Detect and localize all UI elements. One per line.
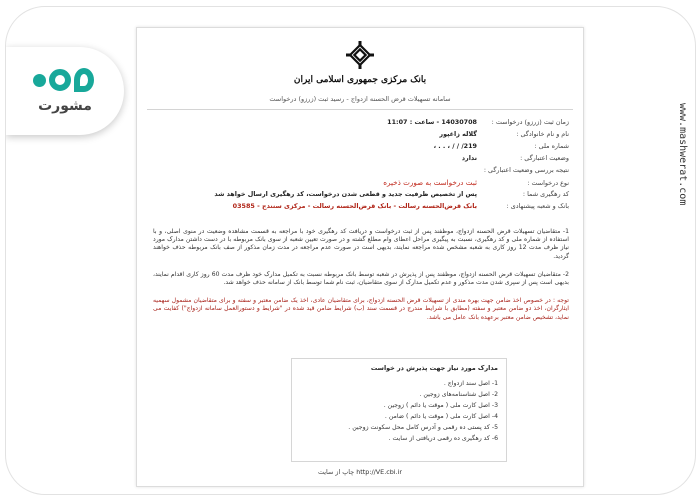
field-label: وضعیت اعتبارگی : — [520, 154, 569, 162]
footer-prefix: چاپ از سایت — [317, 468, 355, 476]
field-value: 14030708 - ساعت : 11:07 — [387, 118, 477, 126]
note-follow-up: 1- متقاضیان تسهیلات قرض الحسنه ازدواج، موظفند پس از ثبت درخواست و دریافت کد رهگیری خود با مراجعه به قسمت مشاهده وضعیت در منوی اصلی، و با استفاده از شماره ملی و کد رهگیری، نسبت به پیگیری مراحل اعطای وام مطلع گشته و در صورت تعیین شعبه از سوی بانک مربوطه با در دست داشتن مدارک مورد نیاز ظرف مدت 12 روز کاری به شعبه مشخص شده مراجعه نمایند، بدیهی است در صورت عدم مراجعه در مدت زمان مذکور از صف بانک مربوطه حذف خواهند گردید. — [153, 228, 569, 260]
field-registration-time — [137, 118, 583, 130]
document-header — [137, 28, 583, 103]
system-title: سامانه تسهیلات قرض الحسنه ازدواج - رسید ثبت (زرزو) درخواست — [269, 95, 451, 103]
field-tracking-code — [137, 190, 583, 202]
field-label: کد رهگیری شما : — [522, 190, 569, 198]
field-value: پس از تخصیص ظرفیت جدید و قطعی شدن درخواست، کد رهگیری ارسال خواهد شد — [214, 190, 477, 198]
note-document-deadline: 2- متقاضیان تسهیلات قرض الحسنه ازدواج، موظفند پس از پذیرش در شعبه توسط بانک مربوطه نسبت به تکمیل مدارک خود ظرف مدت 60 روز کاری اقدام نمایند، بدیهی است پس از سپری شدن مدت مذکور و عدم تکمیل مدارک از سوی متقاضیان، ثبت نام شما توسط بانک از سامانه حذف خواهد شد. — [153, 270, 570, 287]
list-item: 2- اصل شناسنامه‌های زوجین . — [419, 391, 498, 398]
required-documents-box — [291, 358, 507, 462]
field-value: بانک قرض‌الحسنه رسالت - بانک قرض‌الحسنه رسالت - مرکزی سنندج - 03585 — [232, 202, 477, 210]
divider — [147, 109, 573, 110]
field-national-id — [137, 142, 583, 154]
receipt-fields — [137, 118, 583, 214]
print-footer — [137, 468, 583, 476]
brand-logo[interactable] — [6, 47, 124, 135]
field-credit-review-result — [137, 166, 583, 178]
field-value: ندارد — [461, 154, 477, 162]
field-label: بانک و شعبه پیشنهادی : — [506, 202, 569, 210]
list-item: 6- کد رهگیری ده رقمی دریافتی از سایت . — [388, 435, 498, 442]
logo-mark — [33, 68, 94, 92]
field-full-name — [137, 130, 583, 142]
list-item: 4- اصل کارت ملی ( موقت یا دائم ) ضامن . — [384, 413, 498, 420]
field-label: شماره ملی : — [534, 142, 569, 150]
field-value: گلاله زاغپور — [439, 130, 477, 138]
field-label: زمان ثبت (زرزو) درخواست : — [491, 118, 569, 126]
note-guarantor-warning: توجه : در خصوص اخذ ضامن جهت بهره مندی از تسهیلات قرض الحسنه ازدواج، برای متقاضیان عادی، اخذ یک ضامن معتبر و سفته و برای متقاضیان مشمول سهمیه ایثارگران، اخذ دو ضامن معتبر و سفته (مطابق با شرایط مندرج در قسمت سند (ب) شرایط ضامن قید شده در "شرایط و دستورالعمل سامانه ازدواج") کفایت می نماید، تشخیص ضامن معتبر برعهده بانک عامل می باشد. — [153, 297, 569, 321]
field-value: ثبت درخواست به صورت ذخیره — [383, 178, 477, 187]
list-item: 5- کد پستی ده رقمی و آدرس کامل محل سکونت زوجین . — [348, 424, 498, 431]
required-documents-title: مدارک مورد نیاز جهت پذیرش در خواست — [370, 364, 498, 372]
list-item: 3- اصل کارت ملی ( موقت یا دائم ) زوجین . — [383, 402, 498, 409]
field-suggested-branch — [137, 202, 583, 214]
page-frame — [5, 6, 696, 495]
list-item: 1- اصل سند ازدواج . — [443, 380, 498, 387]
bank-name: بانک مرکزی جمهوری اسلامی ایران — [293, 75, 427, 85]
receipt-document — [136, 27, 584, 487]
field-label: نتیجه بررسی وضعیت اعتبارگی : — [483, 166, 569, 174]
field-label: نوع درخواست : — [527, 179, 569, 187]
logo-text: مشورت — [38, 98, 92, 114]
field-value: 219/ / / ، . . ، — [433, 142, 477, 150]
field-request-type — [137, 178, 583, 190]
field-credit-status — [137, 154, 583, 166]
footer-url[interactable]: http://VE.cbi.ir — [356, 468, 403, 476]
field-label: نام و نام خانوادگی : — [516, 130, 569, 138]
central-bank-emblem-icon — [345, 40, 375, 70]
watermark-url: www.mashwerat.com — [677, 103, 688, 206]
